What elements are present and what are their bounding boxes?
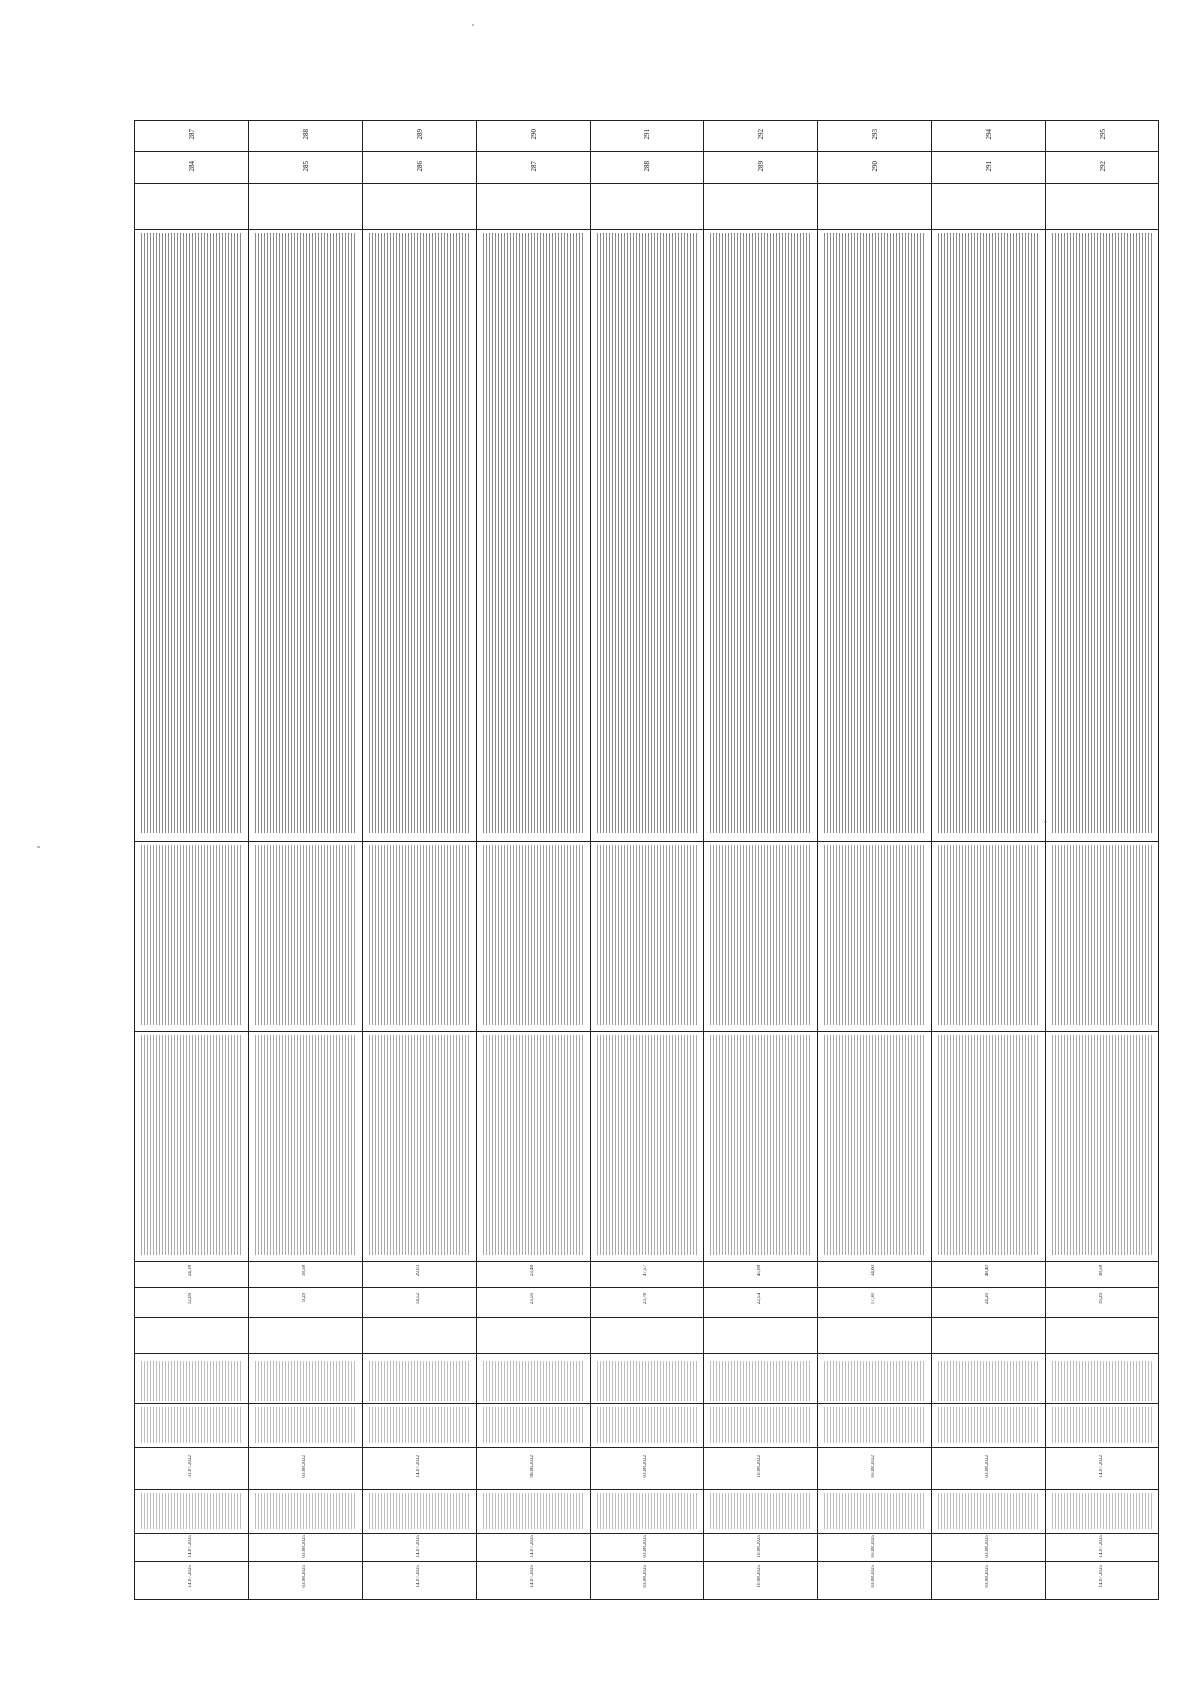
illegible-text-block [369, 845, 471, 1025]
date-1: 31.07.2022 [187, 1455, 193, 1478]
row-number: 287 [187, 129, 196, 140]
illegible-text-block [369, 1035, 471, 1255]
row-number: 293 [871, 129, 880, 140]
illegible-text-block [1052, 1407, 1154, 1443]
row-number: 294 [985, 129, 994, 140]
date-3: 14.07.2025 [415, 1565, 421, 1588]
table-row [135, 121, 249, 1599]
table-row [249, 121, 363, 1599]
illegible-text-block [369, 1493, 471, 1529]
amount-1: 48,40 [985, 1265, 991, 1277]
illegible-text-block [483, 845, 585, 1025]
illegible-text-block [1052, 1035, 1154, 1255]
illegible-text-block [255, 1361, 357, 1401]
illegible-text-block [824, 1407, 926, 1443]
row-number: 290 [529, 129, 538, 140]
amount-1: 45,08 [757, 1265, 763, 1277]
illegible-text-block [938, 845, 1040, 1025]
registry-number: 284 [187, 161, 196, 172]
illegible-text-block [141, 1035, 243, 1255]
illegible-text-block [938, 1407, 1040, 1443]
scan-smudge [472, 24, 474, 26]
row-number: 295 [1099, 129, 1108, 140]
illegible-text-block [255, 1035, 357, 1255]
illegible-text-block [141, 1493, 243, 1529]
date-1: 03.08.2022 [301, 1455, 307, 1478]
illegible-text-block [710, 1035, 812, 1255]
row-number: 288 [301, 129, 310, 140]
date-3: 03.08.2025 [643, 1565, 649, 1588]
date-3: 14.07.2025 [1099, 1565, 1105, 1588]
amount-2: 14,52 [415, 1293, 421, 1305]
date-2: 14.07.2025 [529, 1535, 535, 1558]
illegible-text-block [938, 1035, 1040, 1255]
scan-smudge [37, 846, 40, 848]
illegible-text-block [710, 1493, 812, 1529]
illegible-text-block [255, 845, 357, 1025]
illegible-text-block [255, 1493, 357, 1529]
date-3: 10.08.2025 [757, 1565, 763, 1588]
table-row [591, 121, 705, 1599]
amount-2: 24,20 [985, 1293, 991, 1305]
amount-1: 23,48 [529, 1265, 535, 1277]
amount-2: 22,54 [757, 1293, 763, 1305]
date-1: 03.08.2022 [985, 1455, 991, 1478]
illegible-text-block [824, 1035, 926, 1255]
illegible-text-block [824, 1493, 926, 1529]
registry-number: 287 [529, 161, 538, 172]
table-row [477, 121, 591, 1599]
illegible-text-block [483, 1361, 585, 1401]
amount-2: 17,30 [871, 1293, 877, 1305]
illegible-text-block [483, 233, 585, 833]
table-row [704, 121, 818, 1599]
illegible-text-block [824, 233, 926, 833]
illegible-text-block [1052, 1493, 1154, 1529]
illegible-text-block [597, 1035, 699, 1255]
illegible-text-block [597, 1407, 699, 1443]
amount-2: 23,78 [643, 1293, 649, 1305]
illegible-text-block [141, 233, 243, 833]
illegible-text-block [710, 1361, 812, 1401]
date-3: 03.08.2025 [301, 1565, 307, 1588]
rotated-table [134, 120, 1159, 1600]
illegible-text-block [597, 1493, 699, 1529]
registry-number: 290 [871, 161, 880, 172]
row-number: 292 [757, 129, 766, 140]
illegible-text-block [255, 1407, 357, 1443]
illegible-text-block [938, 1361, 1040, 1401]
illegible-text-block [141, 1361, 243, 1401]
illegible-text-block [1052, 1361, 1154, 1401]
date-1: 14.07.2022 [1099, 1455, 1105, 1478]
amount-1: 38,58 [1099, 1265, 1105, 1277]
illegible-text-block [483, 1035, 585, 1255]
table-row [932, 121, 1046, 1599]
registry-number: 292 [1099, 161, 1108, 172]
table-row [1046, 121, 1160, 1599]
illegible-text-block [824, 1361, 926, 1401]
amount-2: 9,29 [301, 1293, 307, 1302]
date-2: 03.08.2025 [871, 1535, 877, 1558]
amount-1: 24,18 [187, 1265, 193, 1277]
date-2: 03.08.2025 [985, 1535, 991, 1558]
illegible-text-block [597, 233, 699, 833]
date-2: 14.07.2025 [187, 1535, 193, 1558]
illegible-text-block [483, 1493, 585, 1529]
amount-2: 23,50 [529, 1293, 535, 1305]
amount-2: 12,09 [187, 1293, 193, 1305]
illegible-text-block [369, 1407, 471, 1443]
table-row [818, 121, 932, 1599]
illegible-text-block [369, 1361, 471, 1401]
amount-2: 19,29 [1099, 1293, 1105, 1305]
date-2: 03.08.2025 [643, 1535, 649, 1558]
illegible-text-block [369, 233, 471, 833]
illegible-text-block [597, 1361, 699, 1401]
date-1: 06.06.2022 [529, 1455, 535, 1478]
illegible-text-block [141, 845, 243, 1025]
date-3: 03.08.2025 [871, 1565, 877, 1588]
registry-number: 286 [415, 161, 424, 172]
amount-1: 29,03 [415, 1265, 421, 1277]
row-number: 291 [643, 129, 652, 140]
illegible-text-block [710, 233, 812, 833]
illegible-text-block [710, 845, 812, 1025]
registry-number: 291 [985, 161, 994, 172]
illegible-text-block [710, 1407, 812, 1443]
illegible-text-block [938, 1493, 1040, 1529]
date-3: 14.07.2025 [529, 1565, 535, 1588]
date-2: 10.08.2025 [757, 1535, 763, 1558]
amount-1: 47,57 [643, 1265, 649, 1277]
amount-1: 18,58 [301, 1265, 307, 1277]
illegible-text-block [938, 233, 1040, 833]
registry-number: 285 [301, 161, 310, 172]
row-number: 289 [415, 129, 424, 140]
illegible-text-block [141, 1407, 243, 1443]
illegible-text-block [255, 233, 357, 833]
illegible-text-block [1052, 233, 1154, 833]
date-2: 14.07.2025 [415, 1535, 421, 1558]
illegible-text-block [483, 1407, 585, 1443]
date-1: 14.07.2022 [415, 1455, 421, 1478]
registry-number: 289 [757, 161, 766, 172]
date-1: 03.08.2022 [643, 1455, 649, 1478]
amount-1: 34,60 [871, 1265, 877, 1277]
scan-mark: ″ [1044, 820, 1047, 828]
table-row [363, 121, 477, 1599]
registry-number: 288 [643, 161, 652, 172]
date-3: 14.07.2025 [187, 1565, 193, 1588]
date-1: 10.08.2022 [757, 1455, 763, 1478]
date-1: 03.08.2022 [871, 1455, 877, 1478]
illegible-text-block [824, 845, 926, 1025]
illegible-text-block [597, 845, 699, 1025]
illegible-text-block [1052, 845, 1154, 1025]
date-2: 14.07.2025 [1099, 1535, 1105, 1558]
date-3: 03.08.2025 [985, 1565, 991, 1588]
date-2: 03.08.2025 [301, 1535, 307, 1558]
